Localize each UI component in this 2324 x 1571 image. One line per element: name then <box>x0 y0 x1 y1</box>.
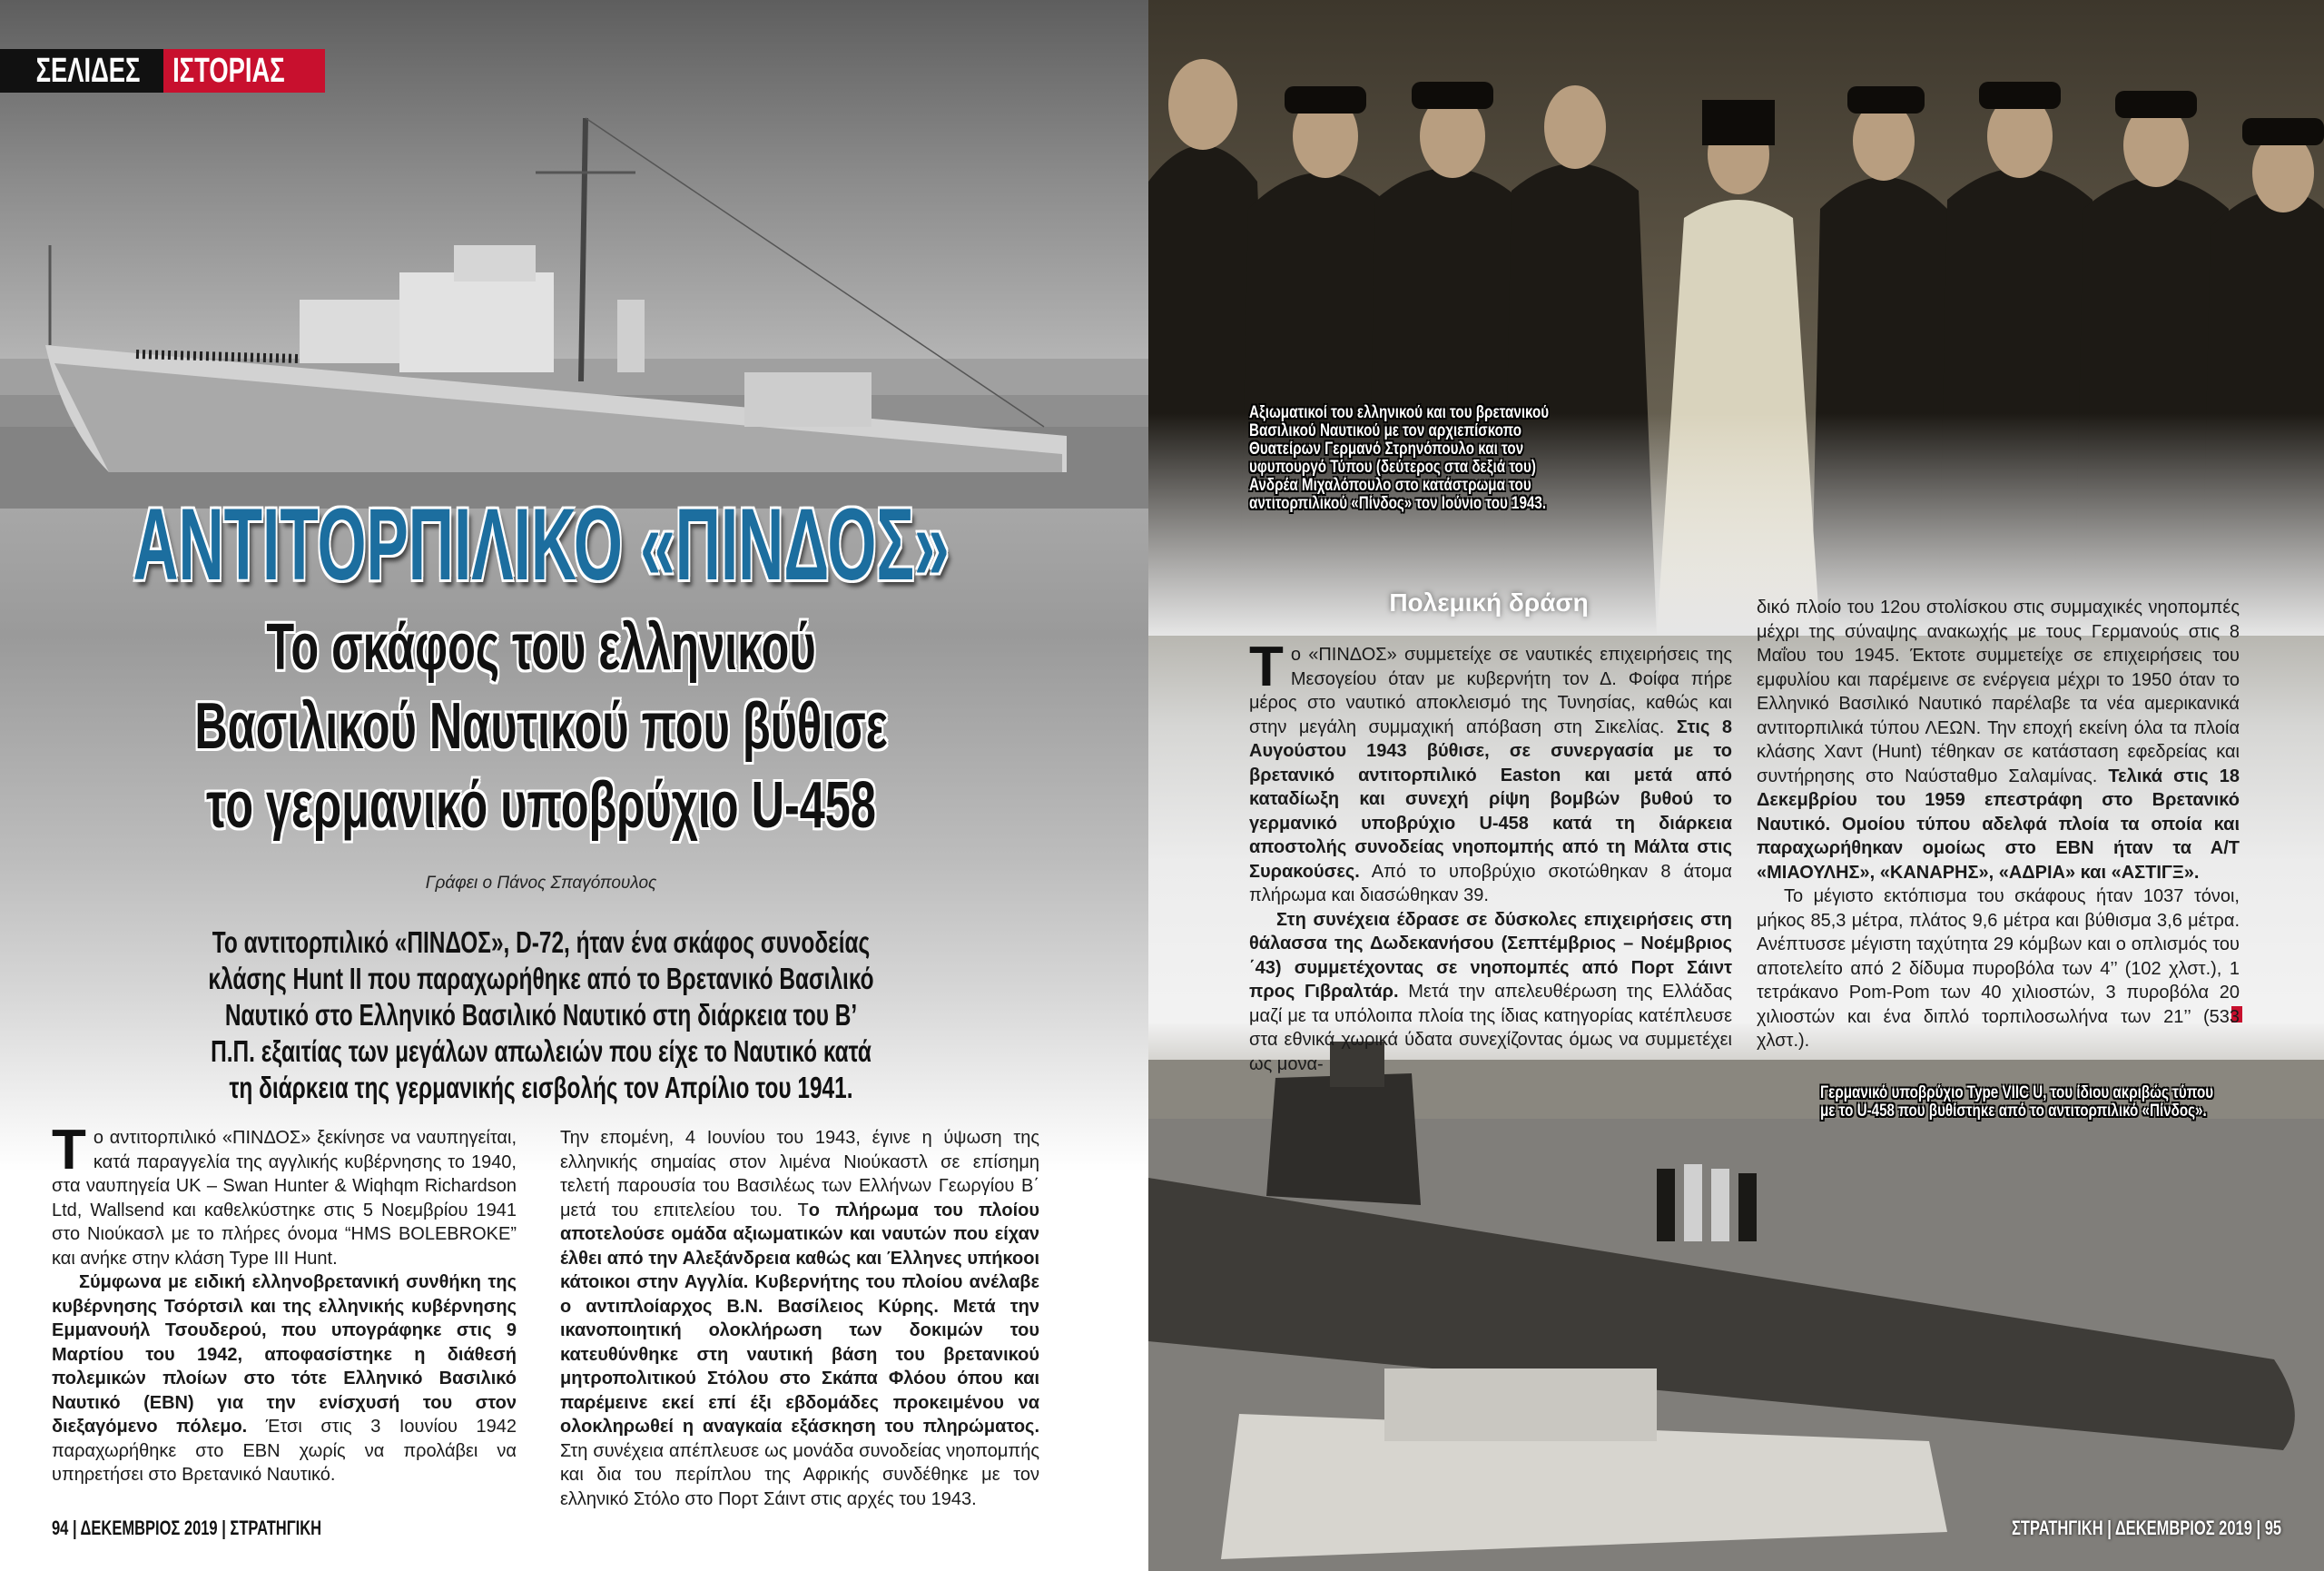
body-column-3 <box>1249 636 1732 1076</box>
lead-line: Το αντιτορπιλικό «ΠΙΝΔΟΣ», D-72, ήταν ένα σκάφος συνοδείας <box>212 925 871 959</box>
paragraph <box>52 1270 517 1487</box>
bold-text-run: Στις 8 Αυγούστου 1943 βύθισε, σε συνεργασία με το βρετανικό αντιτορπιλικό Easton και μετά από καταδίωξη και συνεχή ρίψη βομβών βυθού το γερμανικό υποβρύχιο U-458 κατά τη διάρκεια αποστολής συνοδείας νηοπομπής από τη Μάλτα στις Συρακούσες. <box>1249 716 1732 882</box>
byline: Γράφει ο Πάνος Σπαγόπουλος <box>425 874 657 893</box>
caption-line: Βασιλικού Ναυτικού με τον αρχιεπίσκοπο <box>1249 421 1522 440</box>
paragraph <box>560 1126 1039 1511</box>
separator: | <box>222 1517 226 1539</box>
lead-paragraph <box>155 924 928 1106</box>
caption-line: Γερμανικό υποβρύχιο Type VIIC U, του ίδιου ακριβώς τύπου <box>1820 1083 2214 1102</box>
separator: | <box>2107 1517 2112 1539</box>
text-run: Στη συνέχεια απέπλευσε ως μονάδα συνοδείας νηοπομπής και δια του περίπλου της Αφρικής συνδέθηκε με τον ελληνικό Στόλο στο Πορτ Σάιντ στις αρχές του 1943. <box>560 1440 1039 1509</box>
text-run: ο «ΠΙΝΔΟΣ» συμμετείχε σε ναυτικές επιχειρήσεις της Μεσογείου όταν με κυβερνήτη τον Δ. Φοίφα πήρε μέρος στο ναυτικό αποκλεισμό της Τυνησίας, καθώς και στην μεγάλη συμμαχική απόβαση στη Σικελίας. <box>1249 645 1732 737</box>
text-run: Από το υποβρύχιο σκοτώθηκαν 8 άτομα πλήρωμα και διασώθηκαν 39. <box>1249 861 1732 905</box>
paragraph <box>1757 884 2240 1053</box>
caption-line: υφυπουργό Τύπου (δεύτερος στα δεξιά του) <box>1249 458 1536 477</box>
caption-line: Ανδρέα Μιχαλόπουλο στο κατάστρωμα του <box>1249 476 1531 495</box>
bold-text-run: Σύμφωνα με ειδική ελληνοβρετανική συνθήκη της κυβέρνησης Τσόρτσιλ και της ελληνικής κυβέρνησης Εμμανουήλ Τσουδερού, που υπογράφηκε στις 9 Μαρτίου του 1942, αποφασίστηκε η διάθεσή πολεμικών πλοίων στο τότε Ελληνικό Βασιλικό Ναυτικό (ΕΒΝ) για την ενίσχυσή του στον διεξαγόμενο πόλεμο. <box>52 1272 517 1437</box>
text-run: δικό πλοίο του 12ου στολίσκου στις συμμαχικές νηοπομπές μέχρι της σύναψης ανακωχής με τους Γερμανούς στις 8 Μαΐου του 1945. Έκτοτε συμμετείχε σε επιχειρήσεις του εμφυλίου και παρέμεινε σε ενέργεια μέχρι το 1950 όταν το Ελληνικό Βασιλικό Ναυτικό παρέλαβε τα νέα αμερικανικά αντιτορπιλικά τύπου ΛΕΩΝ. Την εποχή εκείνη όλα τα πλοία κλάσης Χαντ (Hunt) τέθηκαν σε κατάσταση εφεδρείας και συντήρησης στο Ναύσταθμο Σαλαμίνας. <box>1757 598 2240 786</box>
paragraph <box>52 1119 517 1270</box>
subtitle-line: Το σκάφος του ελληνικού <box>266 611 816 684</box>
lead-line: κλάσης Hunt II που παραχωρήθηκε από το Βρετανικό Βασιλικό <box>208 962 874 995</box>
left-page <box>0 0 1148 1571</box>
caption-line: Θυατείρων Γερμανό Στρηνόπουλο και τον <box>1249 440 1524 459</box>
section-tab-label: ΙΣΤΟΡΙΑΣ <box>172 52 285 90</box>
body-column-2 <box>560 1126 1039 1511</box>
section-tab-label: ΣΕΛΙΔΕΣ <box>35 52 141 90</box>
page-number: 94 <box>52 1517 69 1539</box>
issue-month: ΔΕΚΕΜΒΡΙΟΣ 2019 <box>2114 1517 2252 1539</box>
caption-line: με το U-458 που βυθίστηκε από το αντιτορπιλικό «Πίνδος». <box>1820 1102 2207 1121</box>
drop-cap: Τ <box>52 1119 86 1181</box>
text-run: Την επομένη, 4 Ιουνίου του 1943, έγινε η ύψωση της ελληνικής σημαίας στον λιμένα Νιούκαστλ σε επίσημη τελετή παρουσία του Βασιλέως των Ελλήνων Γεωργίου Β΄ μετά του επιτελείου του. Τ <box>560 1128 1039 1220</box>
footer-left <box>52 1517 411 1540</box>
article-title: ΑΝΤΙΤΟΡΠΙΛΙΚΟ «ΠΙΝΔΟΣ» <box>133 488 950 601</box>
footer-right <box>2012 1517 2324 1540</box>
paragraph <box>1249 908 1732 1077</box>
text-run: ο αντιτορπιλικό «ΠΙΝΔΟΣ» ξεκίνησε να ναυπηγείται, κατά παραγγελία της αγγλικής κυβέρνησης το 1940, στα ναυπηγεία UK – Swan Hunter & Wiqhqm Richardson Ltd, Wallsend και καθελκύστηκε στις 5 Νοεμβρίου 1941 στο Νιούκασλ με το πλήρες όνομα “HMS BOLEBROKE” και ανήκε στην κλάση Type III Hunt. <box>52 1128 517 1269</box>
text-run: Μετά την απελευθέρωση της Ελλάδας μαζί με τα υπόλοιπα πλοία της ίδιας κατηγορίας κατέπλευσε στα εθνικά χωρικά ύδατα συνεχίζοντας όμως να συμμετέχει ως μονα- <box>1249 982 1732 1074</box>
page-number: 95 <box>2264 1517 2282 1539</box>
paragraph <box>1249 636 1732 908</box>
text-run: Το μέγιστο εκτόπισμα του σκάφους ήταν 1037 τόνοι, μήκος 85,3 μέτρα, πλάτος 9,6 μέτρα και βύθισμα 3,6 μέτρα. Ανέπτυσσε μέγιστη ταχύτητα 29 κόμβων και ο οπλισμός του αποτελείτο από 2 δίδυμα πυροβόλα των 4’’ (102 χλστ.), 1 τετράκανο Pom-Pom των 40 χιλιοστών, 3 πυροβόλα 20 χιλιοστών και ένα διπλό τορπιλοσωλήνα των 21’’ (533 χλστ.). <box>1757 886 2240 1051</box>
magazine-name: ΣΤΡΑΤΗΓΙΚΗ <box>230 1517 322 1539</box>
caption-submarine <box>1820 1084 2311 1121</box>
bold-text-run: Τελικά στις 18 Δεκεμβρίου του 1959 επεστράφη στο Βρετανικό Ναυτικό. Ομοίου τύπου αδελφά πλοία τα οποία και παραχωρήθηκαν ομοίως στο ΕΒΝ ήταν τα Α/Τ «ΜΙΑΟΥΛΗΣ», «ΚΑΝΑΡΗΣ», «ΑΔΡΙΑ» και «ΑΣΤΙΓΞ». <box>1757 766 2240 883</box>
separator: | <box>2256 1517 2261 1539</box>
caption-line: αντιτορπιλικού «Πίνδος» τον Ιούνιο του 1943. <box>1249 494 1547 513</box>
text-run: Έτσι στις 3 Ιουνίου 1942 παραχωρήθηκε στο ΕΒΝ χωρίς να προλάβει να υπηρετήσει στο Βρετανικό Ναυτικό. <box>52 1417 517 1485</box>
subtitle-line: το γερμανικό υποβρύχιο U-458 <box>206 769 876 842</box>
drop-cap: Τ <box>1249 636 1284 698</box>
bold-text-run: ο πλήρωμα του πλοίου αποτελούσε ομάδα αξιωματικών και ναυτών που είχαν έλθει από την Αλεξάνδρεια καθώς και Έλληνες υπήκοοι κάτοικοι στην Αγγλία. Κυβερνήτης του πλοίου ανέλαβε ο αντιπλοίαρχος Β.Ν. Βασίλειος Κύρης. Μετά την ικανοποιητική ολοκλήρωση των δοκιμών του κατευθύνθηκε στη ναυτική βάση του βρετανικού μητροπολιτικού Στόλου στο Σκάπα Φλόου όπου και παρέμεινε εκεί επί έξι εβδομάδες προκειμένου να ολοκληρωθεί η αναγκαία εξάσκηση του πληρώματος. <box>560 1200 1040 1437</box>
separator: | <box>72 1517 77 1539</box>
lead-line: τη διάρκεια της γερμανικής εισβολής τον Απρίλιο του 1941. <box>229 1071 853 1104</box>
paragraph <box>1757 596 2240 884</box>
section-tab-pages <box>0 49 163 93</box>
bold-text-run: Στη συνέχεια έδρασε σε δύσκολες επιχειρήσεις στη θάλασσα της Δωδεκανήσου (Σεπτέμβριος – Νοέμβριος ΄43) συμμετέχοντας σε νηοπομπές από Πορτ Σάιντ προς Γιβραλτάρ. <box>1249 909 1732 1002</box>
body-column-1 <box>52 1119 517 1487</box>
section-heading: Πολεμική δράση <box>1389 588 1589 617</box>
lead-line: Π.Π. εξαιτίας των μεγάλων απωλειών που είχε το Ναυτικό κατά <box>211 1034 872 1068</box>
article-subtitle <box>144 608 939 845</box>
caption-officials <box>1249 404 1624 513</box>
caption-line: Αξιωματικοί του ελληνικού και του βρετανικού <box>1249 403 1550 422</box>
magazine-name: ΣΤΡΑΤΗΓΙΚΗ <box>2012 1517 2103 1539</box>
issue-month: ΔΕΚΕΜΒΡΙΟΣ 2019 <box>80 1517 218 1539</box>
body-column-4 <box>1757 596 2240 1053</box>
section-tab-history <box>163 49 325 93</box>
subtitle-line: Βασιλικού Ναυτικού που βύθισε <box>194 690 888 763</box>
officials-photo <box>1148 0 2324 636</box>
lead-line: Ναυτικό στο Ελληνικό Βασιλικό Ναυτικό στη διάρκεια του Β’ <box>224 998 858 1032</box>
